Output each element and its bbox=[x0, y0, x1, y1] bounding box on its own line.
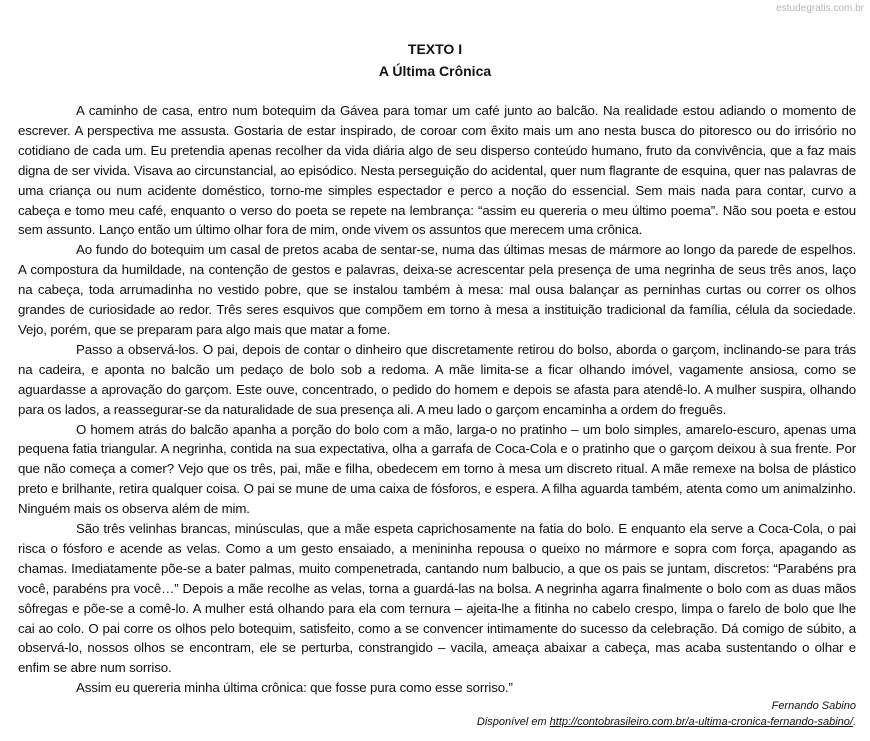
paragraph-3: Passo a observá-los. O pai, depois de contar o dinheiro que discretamente retirou do bolso, aborda o garçom, inclinando-se para trás na cadeira, e aponta no balcão um pedaço de bolo sob a redoma. A mãe limita-se a ficar olhando imóvel, vagamente ansiosa, como se aguardasse a aprovação do garçom. Este ouve, concentrado, o pedido do homem e depois se afasta para atendê-lo. A mulher suspira, olhando para os lados, a reassegurar-se da naturalidade de sua presença ali. A meu lado o garçom encaminha a ordem do freguês. bbox=[18, 341, 856, 417]
source-credit bbox=[477, 716, 856, 728]
paragraph-4: O homem atrás do balcão apanha a porção do bolo com a mão, larga-o no pratinho – um bolo simples, amarelo-escuro, apenas uma pequena fatia triangular. A negrinha, contida na sua expectativa, olha a garrafa de Coca-Cola e o pratinho que o garçom deixou à sua frente. Por que não começa a comer? Vejo que os três, pai, mãe e filha, obedecem em torno à mesa um discreto ritual. A mãe remexe na bolsa de plástico preto e brilhante, retira qualquer coisa. O pai se mune de uma caixa de fósforos, e espera. A filha aguarda também, atenta como um animalzinho. Ninguém mais os observa além de mim. bbox=[18, 421, 856, 517]
paragraph-1: A caminho de casa, entro num botequim da Gávea para tomar um café junto ao balcão. Na realidade estou adiando o momento de escrever. A perspectiva me assusta. Gostaria de estar inspirado, de coroar com êxito mais um ano nesta busca do pitoresco ou do irrisório no cotidiano de cada um. Eu pretendia apenas recolher da vida diária algo de seu disperso conteúdo humano, fruto da convivência, que a faz mais digna de ser vivida. Visava ao circunstancial, ao episódico. Nesta perseguição do acidental, quer num flagrante de esquina, quer nas palavras de uma criança ou num acidente doméstico, torno-me simples espectador e perco a noção do essencial. Sem mais nada para contar, curvo a cabeça e tomo meu café, enquanto o verso do poeta se repete na lembrança: “assim eu quereria o meu último poema”. Não sou poeta e estou sem assunto. Lanço então um último olhar fora de mim, onde vivem os assuntos que merecem uma crônica. bbox=[18, 103, 856, 238]
source-suffix: . bbox=[852, 716, 856, 728]
paragraph-2: Ao fundo do botequim um casal de pretos acaba de sentar-se, numa das últimas mesas de mármore ao longo da parede de espelhos. A compostura da humildade, na contenção de gestos e palavras, deixa-se acrescentar pela presença de uma negrinha de seus três anos, laço na cabeça, toda arrumadinha no vestido pobre, que se instalou também à mesa: mal ousa balançar as perninhas curtas ou correr os olhos grandes de curiosidade ao redor. Três seres esquivos que compõem em torno à mesa a instituição tradicional da família, célula da sociedade. Vejo, porém, que se preparam para algo mais que matar a fome. bbox=[18, 242, 856, 337]
text-label: TEXTO I bbox=[407, 41, 463, 57]
author-credit: Fernando Sabino bbox=[771, 700, 856, 712]
paragraph-5: São três velinhas brancas, minúsculas, que a mãe espeta caprichosamente na fatia do bolo. E enquanto ela serve a Coca-Cola, o pai risca o fósforo e acende as velas. Como a um gesto ensaiado, a menininha repousa o queixo no mármore e sopra com força, apagando as chamas. Imediatamente põe-se a bater palmas, muito compenetrada, cantando num balbucio, a que os pais se juntam, discretos: “Parabéns pra você, parabéns pra você…” Depois a mãe recolhe as velas, torna a guardá-las na bolsa. A negrinha agarra finalmente o bolo com as duas mãos sôfregas e põe-se a comê-lo. A mulher está olhando para ela com ternura – ajeita-lhe a fitinha no cabelo crespo, limpa o farelo de bolo que lhe cai ao colo. O pai corre os olhos pelo botequim, satisfeito, como a se convencer intimamente do sucesso da celebração. Dá comigo de súbito, a observá-lo, nossos olhos se encontram, ele se perturba, constrangido – vacila, ameaça abaixar a cabeça, mas acaba sustentando o olhar e enfim se abre num sorriso. bbox=[18, 521, 856, 676]
text-title: A Última Crônica bbox=[378, 63, 492, 79]
chronicle-body bbox=[18, 101, 856, 698]
source-link[interactable]: http://contobrasileiro.com.br/a-ultima-cronica-fernando-sabino/ bbox=[549, 716, 853, 728]
paragraph-6: Assim eu quereria minha última crônica: que fosse pura como esse sorriso.” bbox=[76, 680, 513, 696]
source-prefix: Disponível em bbox=[476, 716, 550, 728]
site-watermark: estudegratis.com.br bbox=[776, 3, 864, 14]
document-header bbox=[0, 38, 870, 82]
